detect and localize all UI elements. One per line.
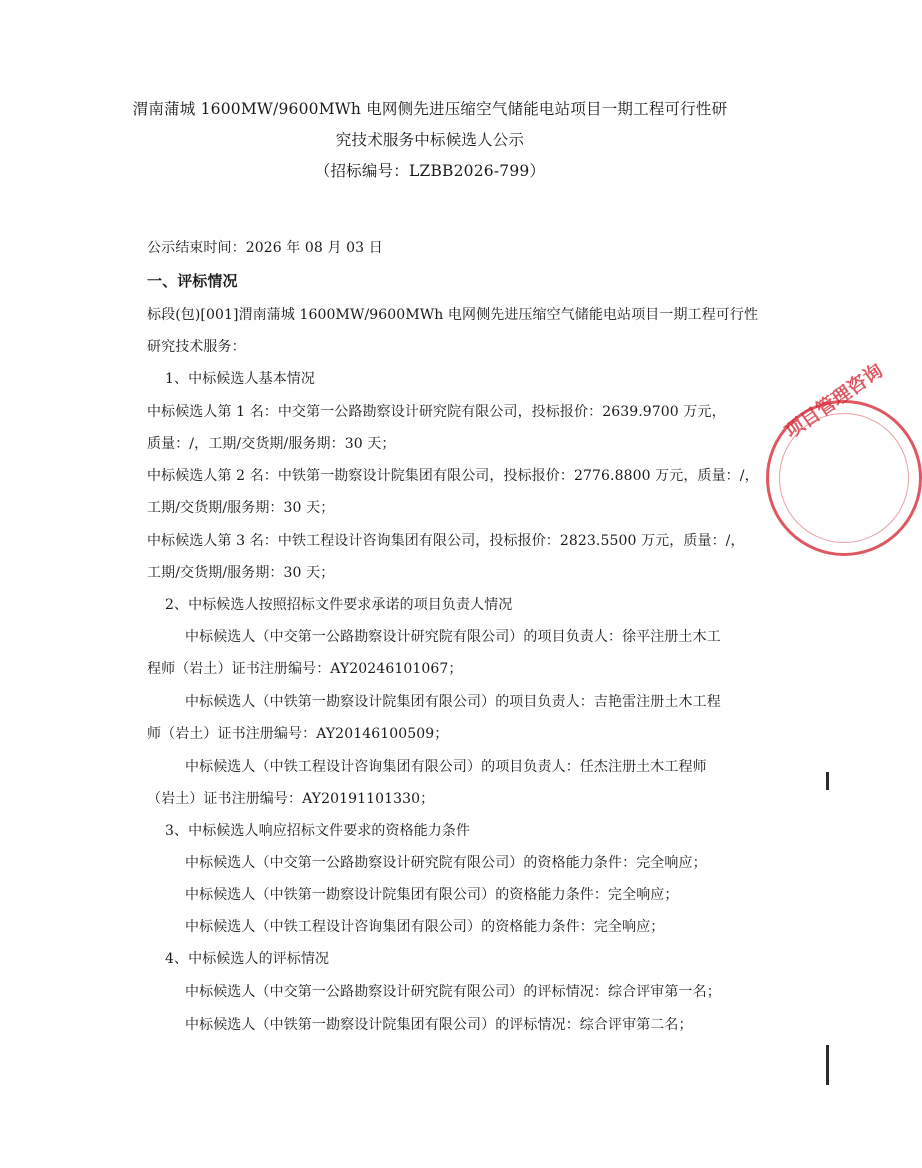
project-leader-2-line-1: 中标候选人（中铁第一勘察设计院集团有限公司）的项目负责人：吉艳雷注册土木工程 (185, 694, 721, 710)
project-leader-1-line-1: 中标候选人（中交第一公路勘察设计研究院有限公司）的项目负责人：徐平注册土木工 (185, 629, 721, 645)
lot-description-line-2: 研究技术服务： (147, 339, 246, 355)
project-leader-3-line-1: 中标候选人（中铁工程设计咨询集团有限公司）的项目负责人：任杰注册土木工程师 (185, 759, 707, 775)
notice-end-time: 公示结束时间：2026 年 08 月 03 日 (147, 240, 383, 256)
candidate-1-line-1: 中标候选人第 1 名：中交第一公路勘察设计研究院有限公司，投标报价：2639.9700 万元， (147, 404, 726, 420)
official-seal (766, 359, 922, 556)
lot-description-line-1: 标段(包)[001]渭南蒲城 1600MW/9600MWh 电网侧先进压缩空气储能电站项目一期工程可行性 (147, 307, 759, 323)
subsection-heading-evaluation-results: 4、中标候选人的评标情况 (165, 951, 330, 967)
seal-text: 项目管理咨询 (781, 359, 888, 444)
page-edge-mark (826, 772, 829, 790)
project-leader-1-line-2: 程师（岩土）证书注册编号：AY20246101067； (147, 661, 463, 677)
qualification-2: 中标候选人（中铁第一勘察设计院集团有限公司）的资格能力条件：完全响应； (185, 887, 679, 903)
evaluation-result-1: 中标候选人（中交第一公路勘察设计研究院有限公司）的评标情况：综合评审第一名； (185, 984, 721, 1000)
candidate-1-line-2: 质量：/，工期/交货期/服务期：30 天； (147, 436, 396, 452)
qualification-3: 中标候选人（中铁工程设计咨询集团有限公司）的资格能力条件：完全响应； (185, 919, 665, 935)
evaluation-result-2: 中标候选人（中铁第一勘察设计院集团有限公司）的评标情况：综合评审第二名； (185, 1017, 693, 1033)
tender-number: （招标编号：LZBB2026-799） (314, 162, 546, 180)
subsection-heading-project-leaders: 2、中标候选人按照招标文件要求承诺的项目负责人情况 (165, 597, 513, 613)
candidate-3-line-2: 工期/交货期/服务期：30 天； (147, 565, 335, 581)
project-leader-3-line-2: （岩土）证书注册编号：AY20191101330； (147, 791, 435, 807)
document-title-line-1: 渭南蒲城 1600MW/9600MWh 电网侧先进压缩空气储能电站项目一期工程可行性研 (132, 100, 728, 118)
subsection-heading-candidates: 1、中标候选人基本情况 (165, 371, 316, 387)
page-edge-mark (826, 1045, 829, 1085)
project-leader-2-line-2: 师（岩土）证书注册编号：AY20146100509； (147, 726, 449, 742)
document-title-line-2: 究技术服务中标候选人公示 (335, 131, 525, 149)
qualification-1: 中标候选人（中交第一公路勘察设计研究院有限公司）的资格能力条件：完全响应； (185, 855, 707, 871)
subsection-heading-qualifications: 3、中标候选人响应招标文件要求的资格能力条件 (165, 823, 471, 839)
candidate-3-line-1: 中标候选人第 3 名：中铁工程设计咨询集团有限公司，投标报价：2823.5500 万元，质量：/， (147, 533, 745, 549)
section-heading-evaluation: 一、评标情况 (147, 272, 238, 290)
candidate-2-line-1: 中标候选人第 2 名：中铁第一勘察设计院集团有限公司，投标报价：2776.8800 万元，质量：/， (147, 468, 759, 484)
candidate-2-line-2: 工期/交货期/服务期：30 天； (147, 500, 335, 516)
